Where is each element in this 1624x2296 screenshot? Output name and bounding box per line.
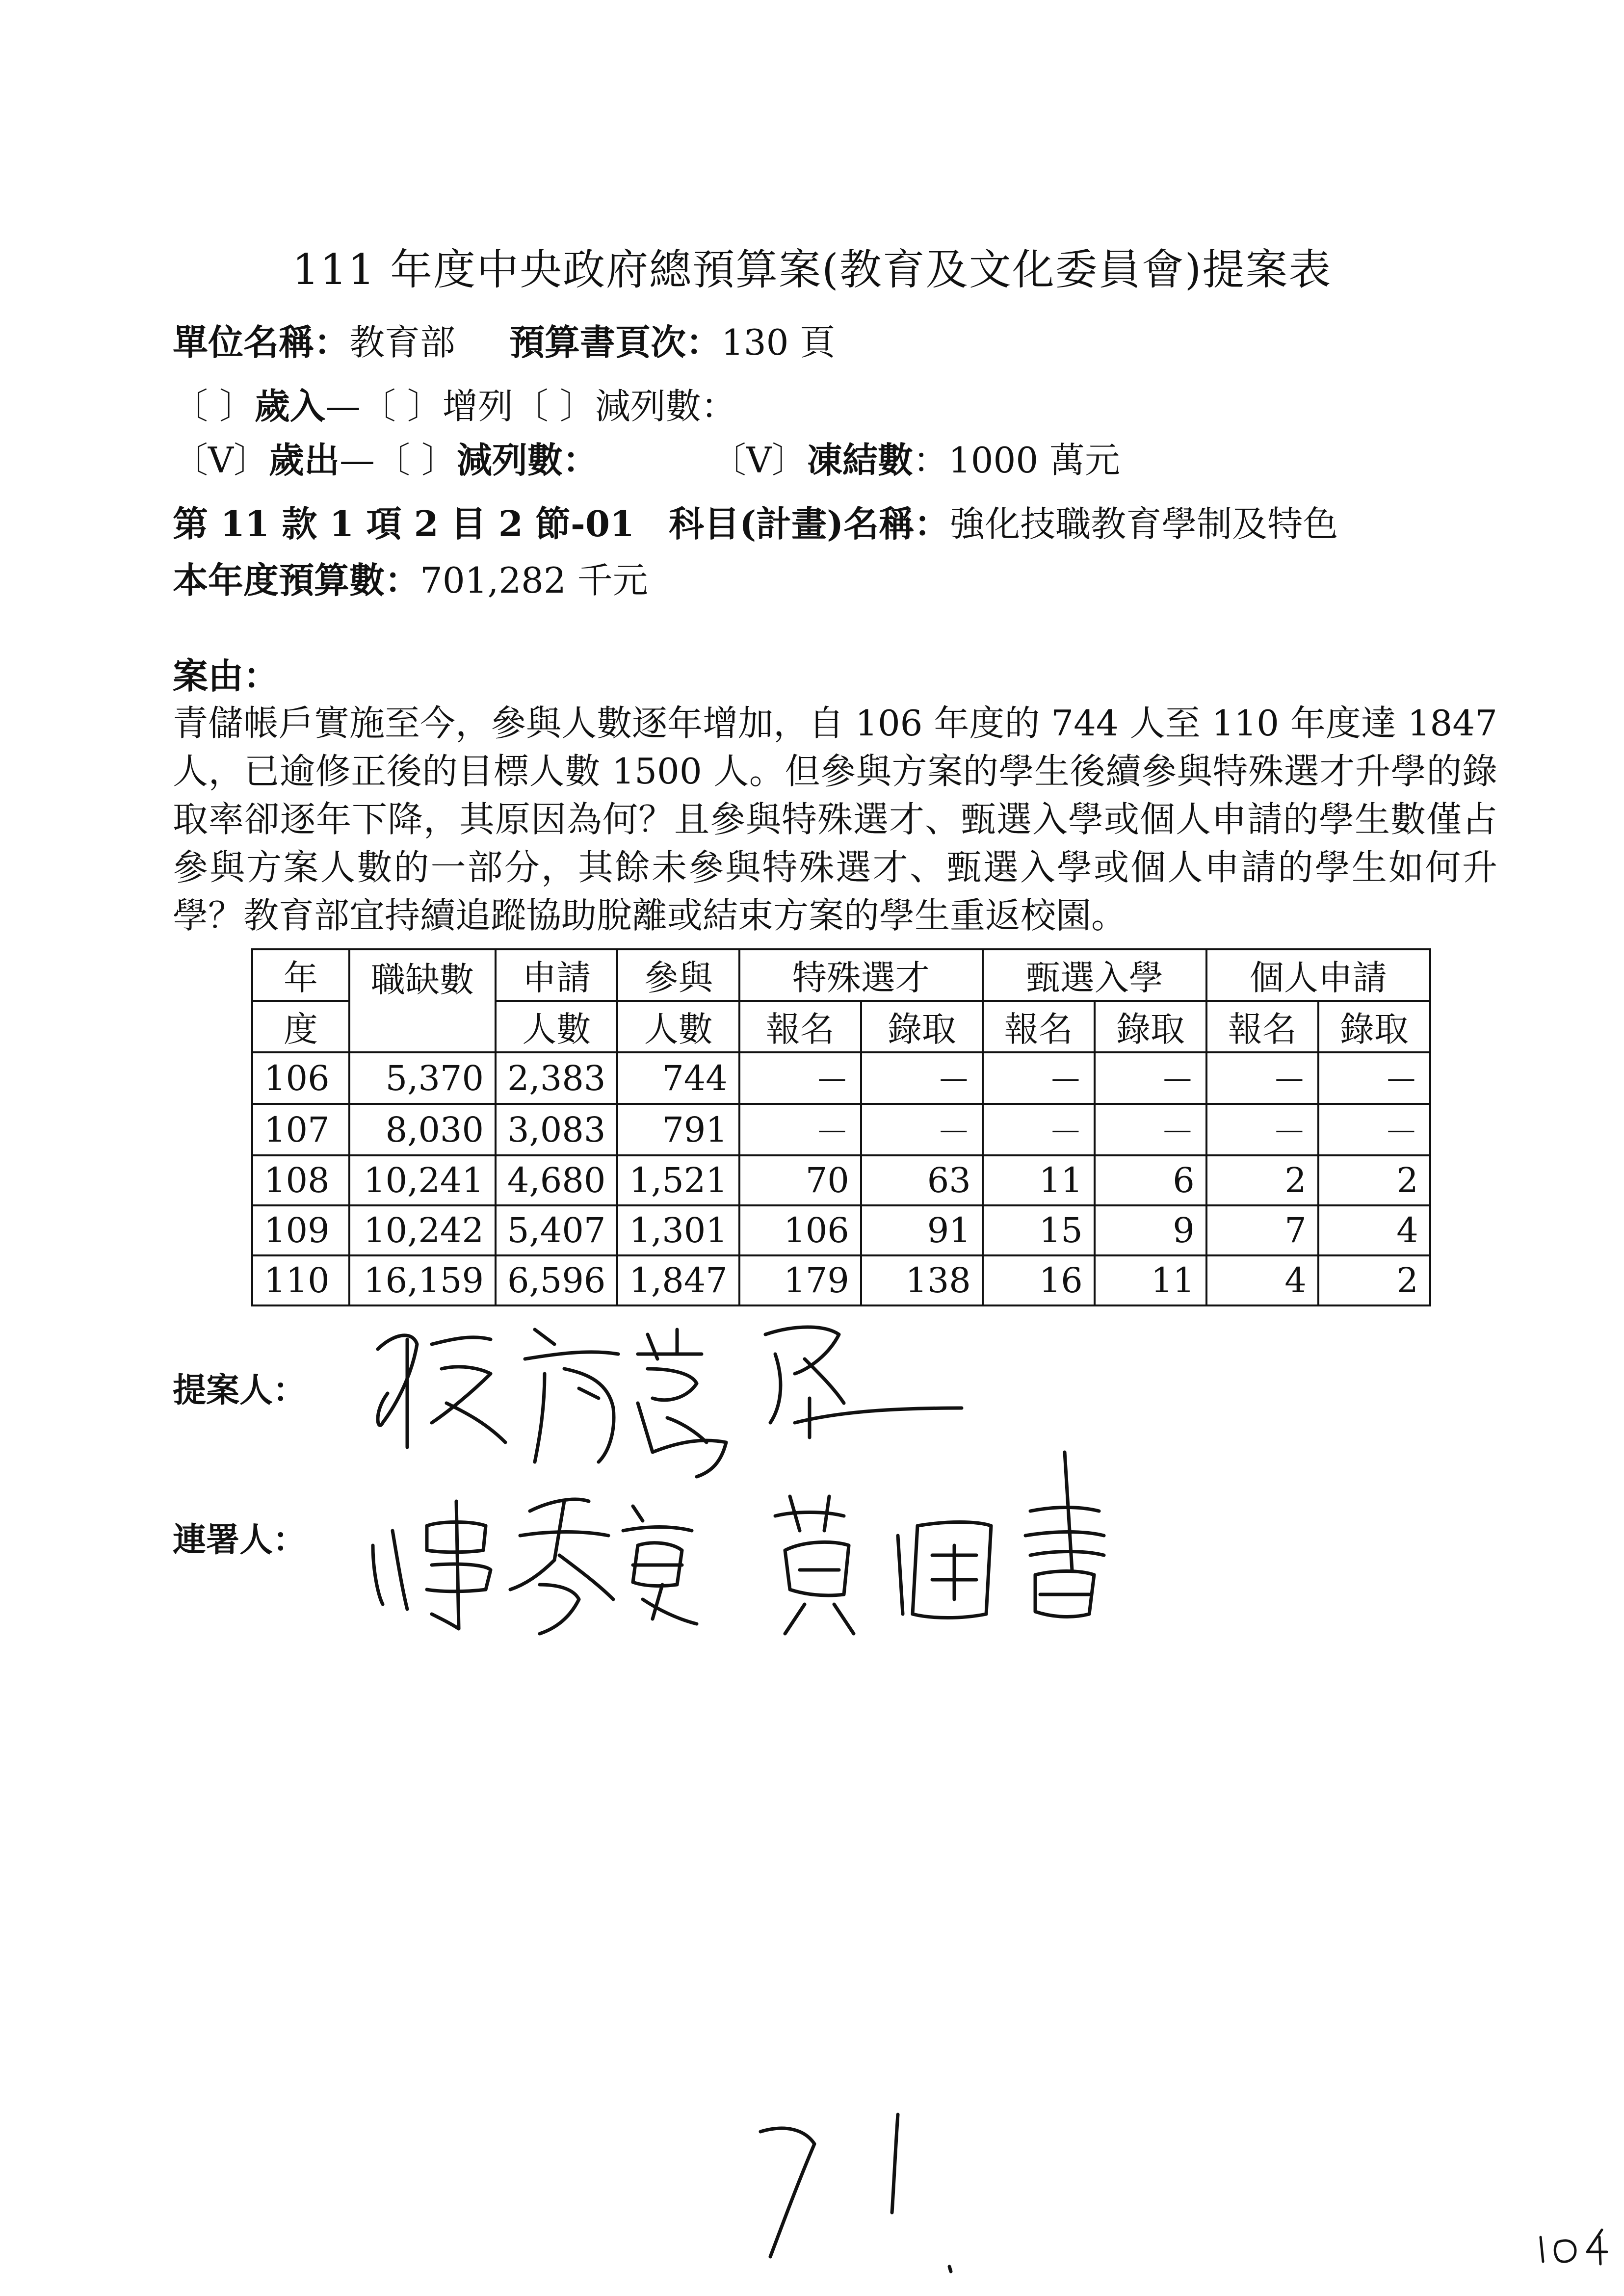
year-cell: 109 [252,1205,349,1255]
participants-cell: 1,301 [617,1205,739,1255]
screening-admit-cell: － [1095,1052,1206,1104]
unit-label: 單位名稱： [173,321,350,363]
special-apply-cell: 70 [739,1155,861,1205]
proposer-label: 提案人： [173,1371,307,1410]
revenue-label: 歲入 [254,385,325,427]
header-personal-apply: 報名 [1206,1001,1318,1052]
special-admit-cell: － [861,1052,983,1104]
personal-apply-cell: － [1206,1104,1318,1155]
header-participants-top: 參與 [617,949,739,1001]
vacancies-cell: 5,370 [349,1052,496,1104]
unit-value: 教育部 [349,322,456,363]
expenditure-decrease-label: 減列數： [456,439,598,481]
page-title: 111 年度中央政府總預算案(教育及文化委員會)提案表 [292,245,1332,294]
personal-admit-cell: － [1318,1104,1430,1155]
year-cell: 107 [252,1104,349,1155]
revenue-decrease-label: 減列數： [595,386,736,427]
budget-value: 701,282 千元 [420,560,648,601]
cosigner-signature-2 [775,1452,1104,1634]
proposer-signature [378,1327,962,1477]
participants-cell: 1,847 [617,1255,739,1305]
special-admit-cell: 63 [861,1155,983,1205]
subject-section: 第 11 款 1 項 2 目 2 節-01 [173,503,635,545]
screening-apply-cell: 11 [983,1155,1095,1205]
participants-cell: 1,521 [617,1155,739,1205]
screening-apply-cell: 16 [983,1255,1095,1305]
special-apply-cell: 179 [739,1255,861,1305]
header-special-admit: 錄取 [861,1001,983,1052]
applicants-cell: 4,680 [496,1155,617,1205]
screening-apply-cell: 15 [983,1205,1095,1255]
freeze-checkbox: 〔V〕 [710,440,807,481]
year-cell: 110 [252,1255,349,1305]
special-admit-cell: － [861,1104,983,1155]
special-admit-cell: 138 [861,1255,983,1305]
screening-admit-cell: － [1095,1104,1206,1155]
participants-cell: 791 [617,1104,739,1155]
header-screening-apply: 報名 [983,1001,1095,1052]
vacancies-cell: 10,242 [349,1205,496,1255]
vacancies-cell: 8,030 [349,1104,496,1155]
applicants-cell: 6,596 [496,1255,617,1305]
expenditure-label: 歲出 [269,439,340,481]
personal-admit-cell: － [1318,1052,1430,1104]
header-vacancies: 職缺數 [349,949,496,1052]
revenue-increase-label: 增列 [442,386,513,427]
screening-apply-cell: － [983,1104,1095,1155]
personal-admit-cell: 2 [1318,1155,1430,1205]
freeze-label: 凍結數 [807,439,913,481]
reason-label: 案由： [173,655,279,697]
cosigner-label: 連署人： [173,1520,307,1560]
subject-name-label: 科目(計畫)名稱： [669,503,950,545]
special-admit-cell: 91 [861,1205,983,1255]
expenditure-dash: — [340,440,375,481]
participants-cell: 744 [617,1052,739,1104]
reason-text: 青儲帳戶實施至今，參與人數逐年增加，自 106 年度的 744 人至 110 年度達 1847 人，已逾修正後的目標人數 1500 人。但參與方案的學生後續參與特殊選才升學的錄取率卻逐年下降，其原因為何？且參與特殊選才、甄選入學或個人申請的學生數僅占參與方案人數的一部分，其餘未參與特殊選才、甄選入學或個人申請的學生如何升學？教育部宜持續追蹤協助脫離或結束方案的學生重返校園。 [173,703,1497,936]
handwritten-number-mark [760,2114,951,2271]
header-personal-admit: 錄取 [1318,1001,1430,1052]
year-cell: 106 [252,1052,349,1104]
personal-apply-cell: 7 [1206,1205,1318,1255]
expenditure-decrease-checkbox: 〔 〕 [375,440,457,481]
vacancies-cell: 16,159 [349,1255,496,1305]
special-apply-cell: － [739,1052,861,1104]
header-personal: 個人申請 [1206,949,1430,1001]
header-screening: 甄選入學 [983,949,1206,1001]
screening-apply-cell: － [983,1052,1095,1104]
applicants-cell: 5,407 [496,1205,617,1255]
header-applicants-top: 申請 [496,949,617,1001]
header-year-top: 年 [252,949,349,1001]
expenditure-checkbox: 〔V〕 [173,440,269,481]
header-year-bottom: 度 [252,1001,349,1052]
header-special-apply: 報名 [739,1001,861,1052]
personal-apply-cell: － [1206,1052,1318,1104]
screening-admit-cell: 11 [1095,1255,1206,1305]
revenue-increase-checkbox: 〔 〕 [360,386,443,427]
header-applicants-bottom: 人數 [496,1001,617,1052]
freeze-value: ：1000 萬元 [913,440,1121,481]
cosigner-signature-1 [373,1499,697,1634]
header-screening-admit: 錄取 [1095,1001,1206,1052]
revenue-dash: — [325,386,361,427]
personal-admit-cell: 4 [1318,1205,1430,1255]
budget-label: 本年度預算數： [173,559,420,601]
header-special: 特殊選才 [739,949,983,1001]
revenue-checkbox: 〔 〕 [173,386,255,427]
special-apply-cell: － [739,1104,861,1155]
personal-apply-cell: 2 [1206,1155,1318,1205]
applicants-cell: 3,083 [496,1104,617,1155]
screening-admit-cell: 6 [1095,1155,1206,1205]
personal-apply-cell: 4 [1206,1255,1318,1305]
revenue-decrease-checkbox: 〔 〕 [513,386,595,427]
header-participants-bottom: 人數 [617,1001,739,1052]
year-cell: 108 [252,1155,349,1205]
page-number-mark [1541,2230,1607,2264]
page-label: 預算書頁次： [509,321,722,363]
applicants-cell: 2,383 [496,1052,617,1104]
screening-admit-cell: 9 [1095,1205,1206,1255]
page-value: 130 頁 [721,322,836,363]
vacancies-cell: 10,241 [349,1155,496,1205]
personal-admit-cell: 2 [1318,1255,1430,1305]
subject-name-value: 強化技職教育學制及特色 [949,503,1338,545]
special-apply-cell: 106 [739,1205,861,1255]
